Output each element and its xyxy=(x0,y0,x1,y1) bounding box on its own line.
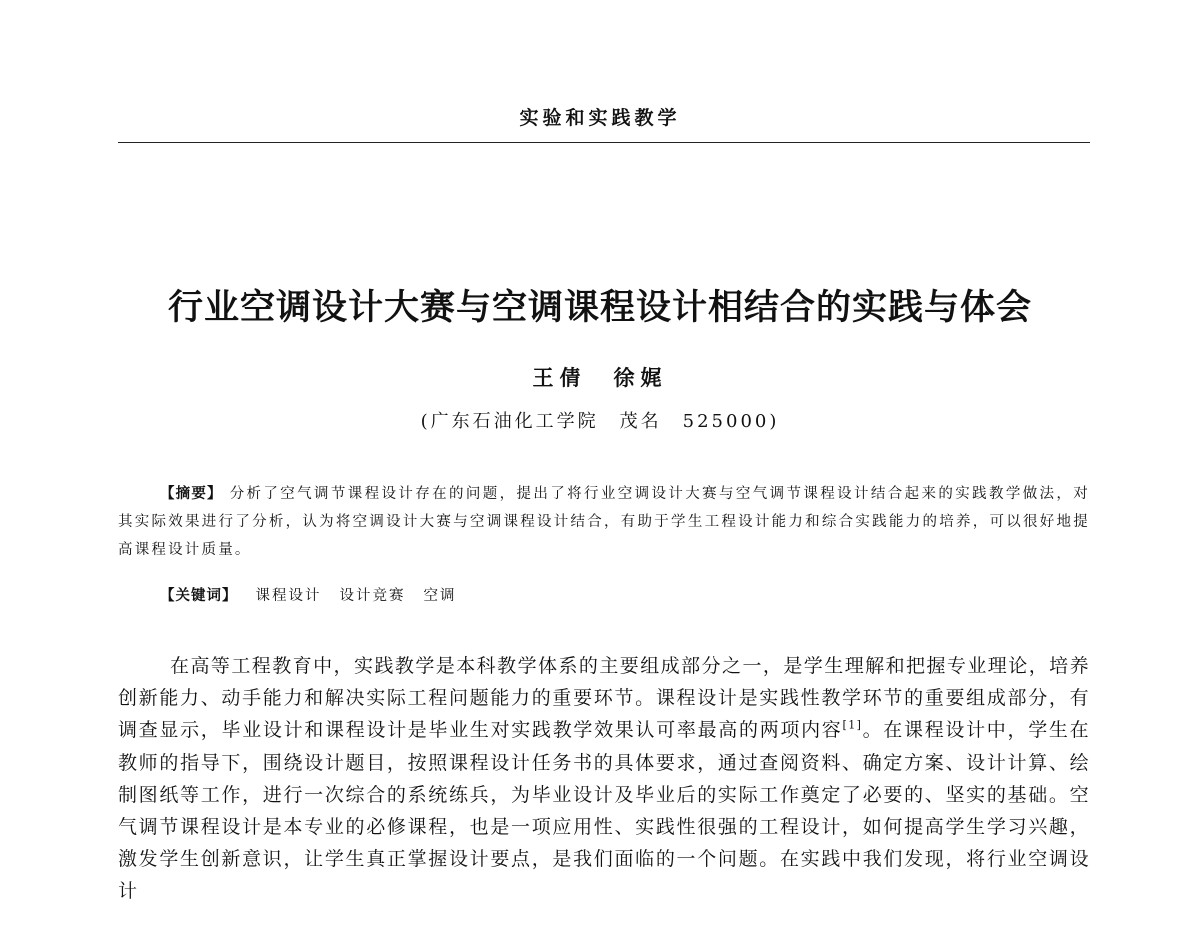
keywords xyxy=(160,584,457,605)
header-rule xyxy=(118,142,1090,143)
abstract xyxy=(118,480,1090,564)
body-text-part-2: 。在课程设计中，学生在教师的指导下，围绕设计题目，按照课程设计任务书的具体要求，通过查阅资料、确定方案、设计计算、绘制图纸等工作，进行一次综合的系统练兵，为毕业设计及毕业后的实际工作奠定了必要的、坚实的基础。空气调节课程设计是本专业的必修课程，也是一项应用性、实践性很强的工程设计，如何提高学生学习兴趣，激发学生创新意识，让学生真正掌握设计要点，是我们面临的一个问题。在实践中我们发现，将行业空调设计 xyxy=(118,719,1090,903)
body-paragraph xyxy=(118,650,1090,908)
article-affiliation: (广东石油化工学院 茂名 525000) xyxy=(420,411,780,432)
article-title: 行业空调设计大赛与空调课程设计相结合的实践与体会 xyxy=(167,288,1032,328)
abstract-label: 【摘要】 xyxy=(160,486,223,502)
keywords-label: 【关键词】 xyxy=(160,588,238,604)
citation-reference: [1] xyxy=(842,719,863,733)
body-text-part-1: 在高等工程教育中，实践教学是本科教学体系的主要组成部分之一，是学生理解和把握专业理论，培养创新能力、动手能力和解决实际工程问题能力的重要环节。课程设计是实践性教学环节的重要组成部分，有调查显示，毕业设计和课程设计是毕业生对实践教学效果认可率最高的两项内容 xyxy=(118,655,1090,742)
abstract-text: 分析了空气调节课程设计存在的问题，提出了将行业空调设计大赛与空气调节课程设计结合起来的实践教学做法，对其实际效果进行了分析，认为将空调设计大赛与空调课程设计结合，有助于学生工程设计能力和综合实践能力的培养，可以很好地提高课程设计质量。 xyxy=(118,486,1091,558)
keyword-item: 设计竞赛 xyxy=(339,588,406,604)
running-header: 实验和实践教学 xyxy=(519,107,681,129)
keyword-item: 空调 xyxy=(423,588,457,604)
article-authors: 王倩 徐娓 xyxy=(532,365,668,390)
keyword-item: 课程设计 xyxy=(255,588,322,604)
